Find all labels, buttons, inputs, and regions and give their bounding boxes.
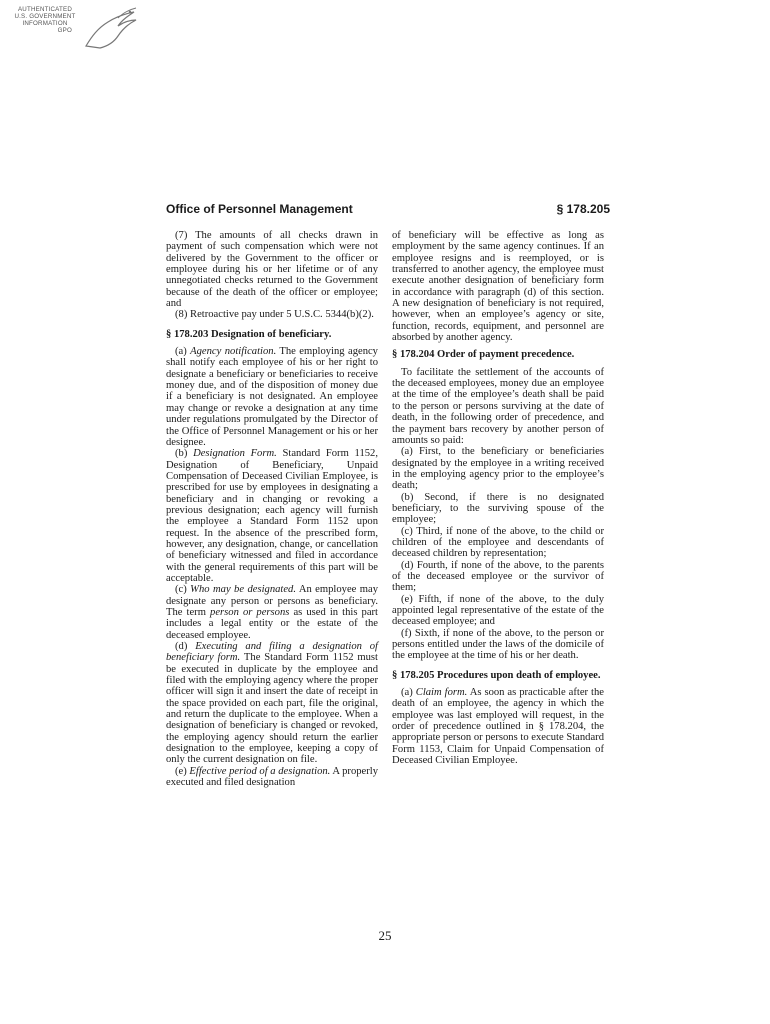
paragraph-c: (c) Who may be designated. An employee may designate any person or persons as beneficiary. The term person or persons as used in this part includes a legal entity or the estate of the deceased employee.	[166, 584, 378, 641]
gpo-authentication-stamp	[14, 6, 144, 52]
right-column	[392, 230, 604, 766]
eagle-logo-icon	[78, 6, 142, 50]
paragraph-a: (a) Agency notification. The employing agency shall notify each employee of his or her right to designate a beneficiary or beneficiaries to receive money due, and of the disposition of money due if a beneficiary is not designated. An employee may change or revoke a designation at any time under regulations promulgated by the Director of the Office of Personnel Management or his or her designee.	[166, 346, 378, 448]
paragraph: To facilitate the settlement of the accounts of the deceased employees, money due an employee at the time of the employee’s death shall be paid to the person or persons surviving at the date of death, in the following order of precedence, and the payment bars recovery by another person of amounts so paid:	[392, 366, 604, 446]
paragraph-a: (a) Claim form. As soon as practicable after the death of an employee, the agency in which the employee was last employed will request, in the order of precedence outlined in § 178.204, the appropriate person or persons to execute Standard Form 1153, Claim for Unpaid Compensation of Deceased Civilian Employee.	[392, 687, 605, 767]
paragraph: (e) Fifth, if none of the above, to the duly appointed legal representative of the estate of the deceased employee; and	[392, 593, 604, 628]
section-heading-178-205: § 178.205 Procedures upon death of employee.	[392, 669, 601, 681]
paragraph: (d) Fourth, if none of the above, to the parents of the deceased employee or the survivor of them;	[392, 559, 604, 594]
paragraph: (b) Second, if there is no designated beneficiary, to the surviving spouse of the employee;	[392, 491, 604, 526]
page-number: 25	[378, 928, 392, 943]
paragraph-b: (b) Designation Form. Standard Form 1152, Designation of Beneficiary, Unpaid Compensation of Deceased Civilian Employee, is prescribed for use by employees in designating a beneficiary and in changing or revoking a previous designation; each agency will furnish the employee a Standard Form 1152 upon request. In the absence of the prescribed form, however, any designation, change, or cancellation of beneficiary witnessed and filed in accordance with the general requirements of this part will be acceptable.	[166, 448, 378, 584]
left-column	[166, 230, 378, 789]
agency-title: Office of Personnel Management	[166, 202, 353, 216]
paragraph-e-continued: of beneficiary will be effective as long as employment by the same agency continues. If an employee resigns and is reemployed, or is transferred to another agency, the employee must execute another designation of beneficiary form in accordance with paragraph (d) of this section. A new designation of beneficiary is not required, however, when an employee’s agency or site, function, records, equipment, and personnel are absorbed by another agency.	[392, 230, 604, 344]
paragraph: (a) First, to the beneficiary or beneficiaries designated by the employee in a writing received in the employing agency prior to the employee’s death;	[392, 446, 604, 492]
paragraph: (8) Retroactive pay under 5 U.S.C. 5344(b)(2).	[175, 309, 374, 321]
paragraph-e: (e) Effective period of a designation. A properly executed and filed designation	[166, 765, 379, 789]
stamp-text: AUTHENTICATED U.S. GOVERNMENT INFORMATION GPO	[14, 6, 76, 34]
paragraph: (c) Third, if none of the above, to the child or children of the employee and descendants of deceased children by representation;	[392, 525, 604, 560]
running-header	[166, 202, 610, 218]
section-heading-178-203: § 178.203 Designation of beneficiary.	[166, 328, 332, 340]
section-heading-178-204: § 178.204 Order of payment precedence.	[392, 349, 575, 361]
paragraph: (7) The amounts of all checks drawn in payment of such compensation which were not delivered by the Government to the officer or employee during his or her lifetime or of any unnegotiated checks returned to the Government because of the death of the officer or employee; and	[166, 230, 378, 310]
paragraph: (f) Sixth, if none of the above, to the person or persons entitled under the laws of the domicile of the employee at the time of his or her death.	[392, 627, 604, 662]
paragraph-d: (d) Executing and filing a designation of beneficiary form. The Standard Form 1152 must be executed in duplicate by the employee and filed with the employing agency where the proper officer will sign it and insert the date of receipt in the space provided on each part, file the original, and return the duplicate to the employee. When a designation of beneficiary is changed or revoked, the employing agency should return the earlier designation to the employee, keeping a copy of only the current designation on file.	[166, 641, 378, 766]
section-number: § 178.205	[556, 202, 610, 216]
